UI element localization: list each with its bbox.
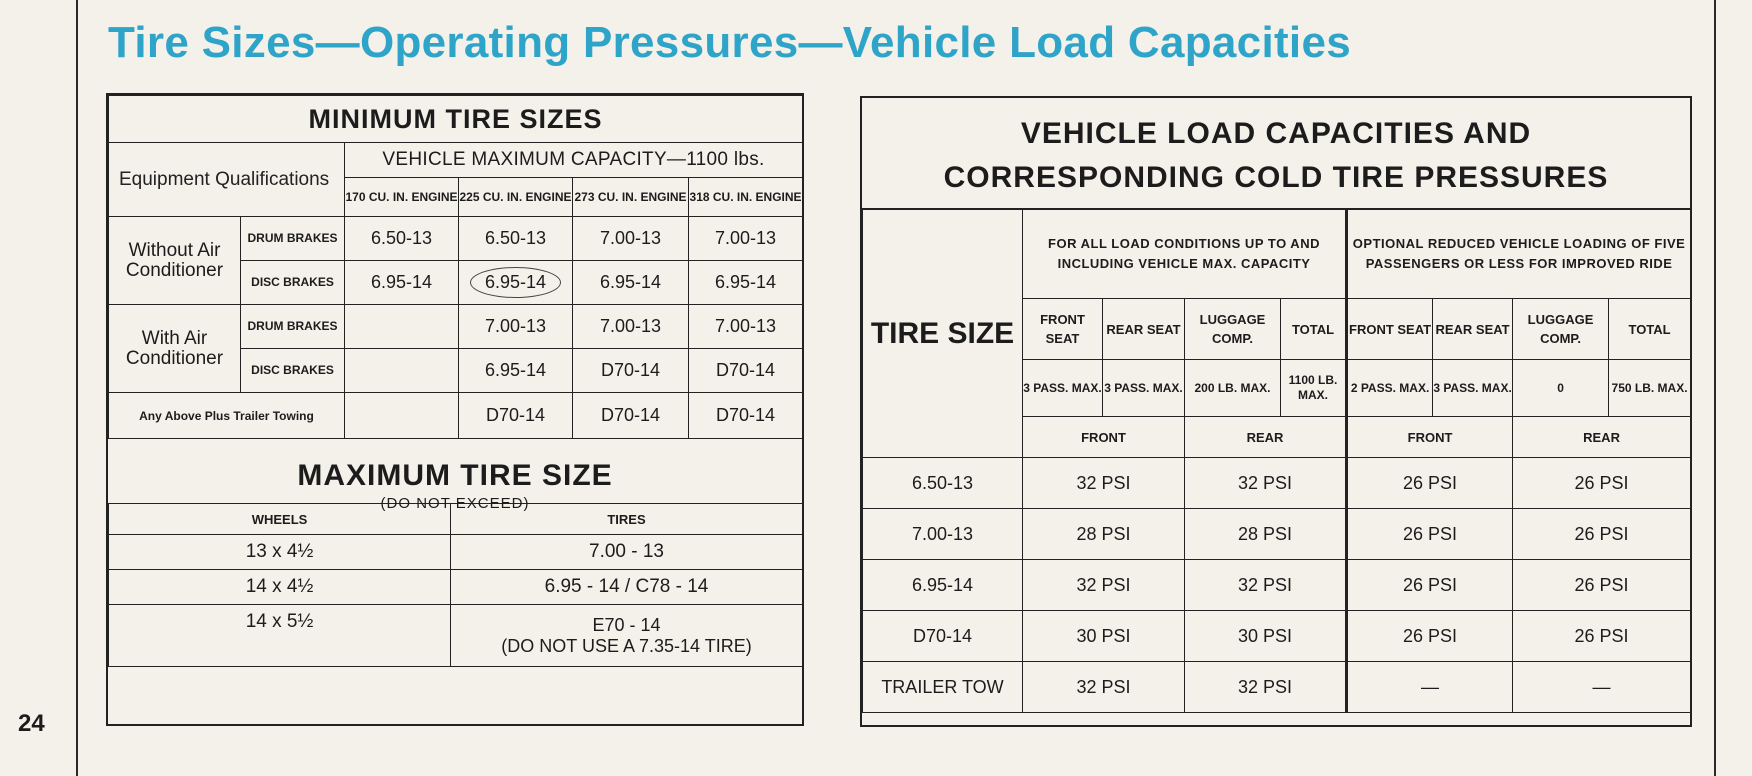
wheels-cell: 14 x 5½ bbox=[109, 605, 451, 667]
brake-label: DISC BRAKES bbox=[241, 261, 345, 305]
tires-column-header: TIRES bbox=[451, 504, 803, 535]
tire-size-row-label: D70-14 bbox=[863, 611, 1023, 662]
load-column-header: TOTAL bbox=[1281, 299, 1347, 360]
load-value-cell: 3 PASS. MAX. bbox=[1433, 360, 1513, 417]
pressure-cell: 26 PSI bbox=[1347, 509, 1513, 560]
load-column-header: LUGGAGE COMP. bbox=[1513, 299, 1609, 360]
tire-size-cell: D70-14 bbox=[689, 393, 803, 439]
tires-cell-note: (DO NOT USE A 7.35-14 TIRE) bbox=[501, 635, 752, 656]
maximum-heading: MAXIMUM TIRE SIZE bbox=[297, 459, 613, 492]
wheels-cell: 14 x 4½ bbox=[109, 570, 451, 605]
front-header: FRONT bbox=[1347, 417, 1513, 458]
pressure-cell: 30 PSI bbox=[1185, 611, 1347, 662]
left-margin-rule bbox=[76, 0, 78, 776]
page-number: 24 bbox=[18, 710, 45, 737]
wheels-cell: 13 x 4½ bbox=[109, 535, 451, 570]
pressure-cell: 26 PSI bbox=[1513, 458, 1691, 509]
group-label: With Air Conditioner bbox=[109, 305, 241, 393]
pressure-cell: — bbox=[1347, 662, 1513, 713]
engine-header: 225 CU. IN. ENGINE bbox=[459, 178, 573, 217]
tire-size-cell: 7.00-13 bbox=[689, 217, 803, 261]
pressure-cell: 32 PSI bbox=[1023, 458, 1185, 509]
capacities-heading-block bbox=[862, 98, 1690, 210]
load-value-cell: 3 PASS. MAX. bbox=[1023, 360, 1103, 417]
tire-size-cell: 7.00-13 bbox=[459, 305, 573, 349]
pressure-cell: 28 PSI bbox=[1185, 509, 1347, 560]
pressure-cell: 26 PSI bbox=[1513, 509, 1691, 560]
tire-size-cell bbox=[345, 393, 459, 439]
load-column-header: TOTAL bbox=[1609, 299, 1691, 360]
rear-header: REAR bbox=[1513, 417, 1691, 458]
load-column-header: LUGGAGE COMP. bbox=[1185, 299, 1281, 360]
tire-size-row-label: 6.50-13 bbox=[863, 458, 1023, 509]
equipment-label: Equipment Qualifications bbox=[109, 143, 345, 217]
right-margin-rule bbox=[1714, 0, 1716, 776]
maximum-subheading: (DO NOT EXCEED) bbox=[380, 495, 530, 512]
group-label: Without Air Conditioner bbox=[109, 217, 241, 305]
engine-header: 170 CU. IN. ENGINE bbox=[345, 178, 459, 217]
brake-label: DRUM BRAKES bbox=[241, 305, 345, 349]
engine-header: 273 CU. IN. ENGINE bbox=[573, 178, 689, 217]
tire-size-cell: 7.00-13 bbox=[573, 305, 689, 349]
pressure-cell: 26 PSI bbox=[1513, 560, 1691, 611]
pressure-cell: 32 PSI bbox=[1185, 560, 1347, 611]
load-value-cell: 3 PASS. MAX. bbox=[1103, 360, 1185, 417]
load-column-header: REAR SEAT bbox=[1433, 299, 1513, 360]
capacities-heading-line2: CORRESPONDING COLD TIRE PRESSURES bbox=[943, 161, 1609, 194]
load-column-header: FRONT SEAT bbox=[1347, 299, 1433, 360]
pressure-cell: 26 PSI bbox=[1513, 611, 1691, 662]
tires-cell: 6.95 - 14 / C78 - 14 bbox=[451, 570, 803, 605]
tire-size-row-label: 6.95-14 bbox=[863, 560, 1023, 611]
capacity-label: VEHICLE MAXIMUM CAPACITY—1100 lbs. bbox=[345, 143, 803, 178]
brake-label: DISC BRAKES bbox=[241, 349, 345, 393]
left-panel bbox=[106, 93, 804, 726]
tire-size-cell-circled bbox=[459, 261, 573, 305]
pressure-cell: 26 PSI bbox=[1347, 611, 1513, 662]
all-load-conditions-header: FOR ALL LOAD CONDITIONS UP TO AND INCLUDING VEHICLE MAX. CAPACITY bbox=[1023, 210, 1347, 299]
right-panel bbox=[860, 96, 1692, 727]
minimum-heading: MINIMUM TIRE SIZES bbox=[109, 96, 803, 143]
tire-size-cell: D70-14 bbox=[459, 393, 573, 439]
tire-size-cell: 6.95-14 bbox=[573, 261, 689, 305]
tire-size-cell: 6.95-14 bbox=[689, 261, 803, 305]
tire-size-cell: 6.50-13 bbox=[345, 217, 459, 261]
tire-size-header: TIRE SIZE bbox=[863, 210, 1023, 458]
reduced-loading-header: OPTIONAL REDUCED VEHICLE LOADING OF FIVE PASSENGERS OR LESS FOR IMPROVED RIDE bbox=[1347, 210, 1691, 299]
circled-value: 6.95-14 bbox=[470, 267, 561, 298]
load-column-header: FRONT SEAT bbox=[1023, 299, 1103, 360]
minimum-tire-sizes-table bbox=[108, 95, 803, 439]
load-value-cell: 750 LB. MAX. bbox=[1609, 360, 1691, 417]
tire-size-cell: 7.00-13 bbox=[689, 305, 803, 349]
tire-size-cell: D70-14 bbox=[689, 349, 803, 393]
tires-cell: 7.00 - 13 bbox=[451, 535, 803, 570]
tire-size-cell: 6.50-13 bbox=[459, 217, 573, 261]
pressure-cell: 32 PSI bbox=[1023, 662, 1185, 713]
rear-header: REAR bbox=[1185, 417, 1347, 458]
tires-cell-value: E70 - 14 bbox=[592, 614, 661, 635]
maximum-heading-block bbox=[108, 439, 802, 512]
engine-header: 318 CU. IN. ENGINE bbox=[689, 178, 803, 217]
tire-size-cell: 6.95-14 bbox=[345, 261, 459, 305]
pressure-cell: 26 PSI bbox=[1347, 560, 1513, 611]
tire-size-cell bbox=[345, 349, 459, 393]
pressure-cell: 26 PSI bbox=[1347, 458, 1513, 509]
tire-size-row-label: TRAILER TOW bbox=[863, 662, 1023, 713]
tire-size-cell: D70-14 bbox=[573, 349, 689, 393]
tire-size-cell: 6.95-14 bbox=[459, 349, 573, 393]
page-title: Tire Sizes—Operating Pressures—Vehicle Load Capacities bbox=[108, 18, 1352, 67]
pressure-cell: 28 PSI bbox=[1023, 509, 1185, 560]
tire-size-cell bbox=[345, 305, 459, 349]
front-header: FRONT bbox=[1023, 417, 1185, 458]
towing-label: Any Above Plus Trailer Towing bbox=[109, 393, 345, 439]
pressure-cell: 32 PSI bbox=[1185, 662, 1347, 713]
tire-size-cell: 7.00-13 bbox=[573, 217, 689, 261]
load-value-cell: 0 bbox=[1513, 360, 1609, 417]
load-value-cell: 2 PASS. MAX. bbox=[1347, 360, 1433, 417]
pressure-cell: 32 PSI bbox=[1185, 458, 1347, 509]
pressure-cell: 32 PSI bbox=[1023, 560, 1185, 611]
tire-size-cell: D70-14 bbox=[573, 393, 689, 439]
pressure-cell: — bbox=[1513, 662, 1691, 713]
brake-label: DRUM BRAKES bbox=[241, 217, 345, 261]
tire-size-row-label: 7.00-13 bbox=[863, 509, 1023, 560]
tires-cell-with-note bbox=[451, 605, 803, 667]
pressure-cell: 30 PSI bbox=[1023, 611, 1185, 662]
maximum-tire-size-table bbox=[108, 503, 803, 667]
load-capacities-table bbox=[862, 210, 1691, 713]
capacities-heading-line1: VEHICLE LOAD CAPACITIES AND bbox=[1020, 117, 1532, 150]
load-column-header: REAR SEAT bbox=[1103, 299, 1185, 360]
load-value-cell: 200 LB. MAX. bbox=[1185, 360, 1281, 417]
load-value-cell: 1100 LB. MAX. bbox=[1281, 360, 1347, 417]
wheels-column-header: WHEELS bbox=[109, 504, 451, 535]
